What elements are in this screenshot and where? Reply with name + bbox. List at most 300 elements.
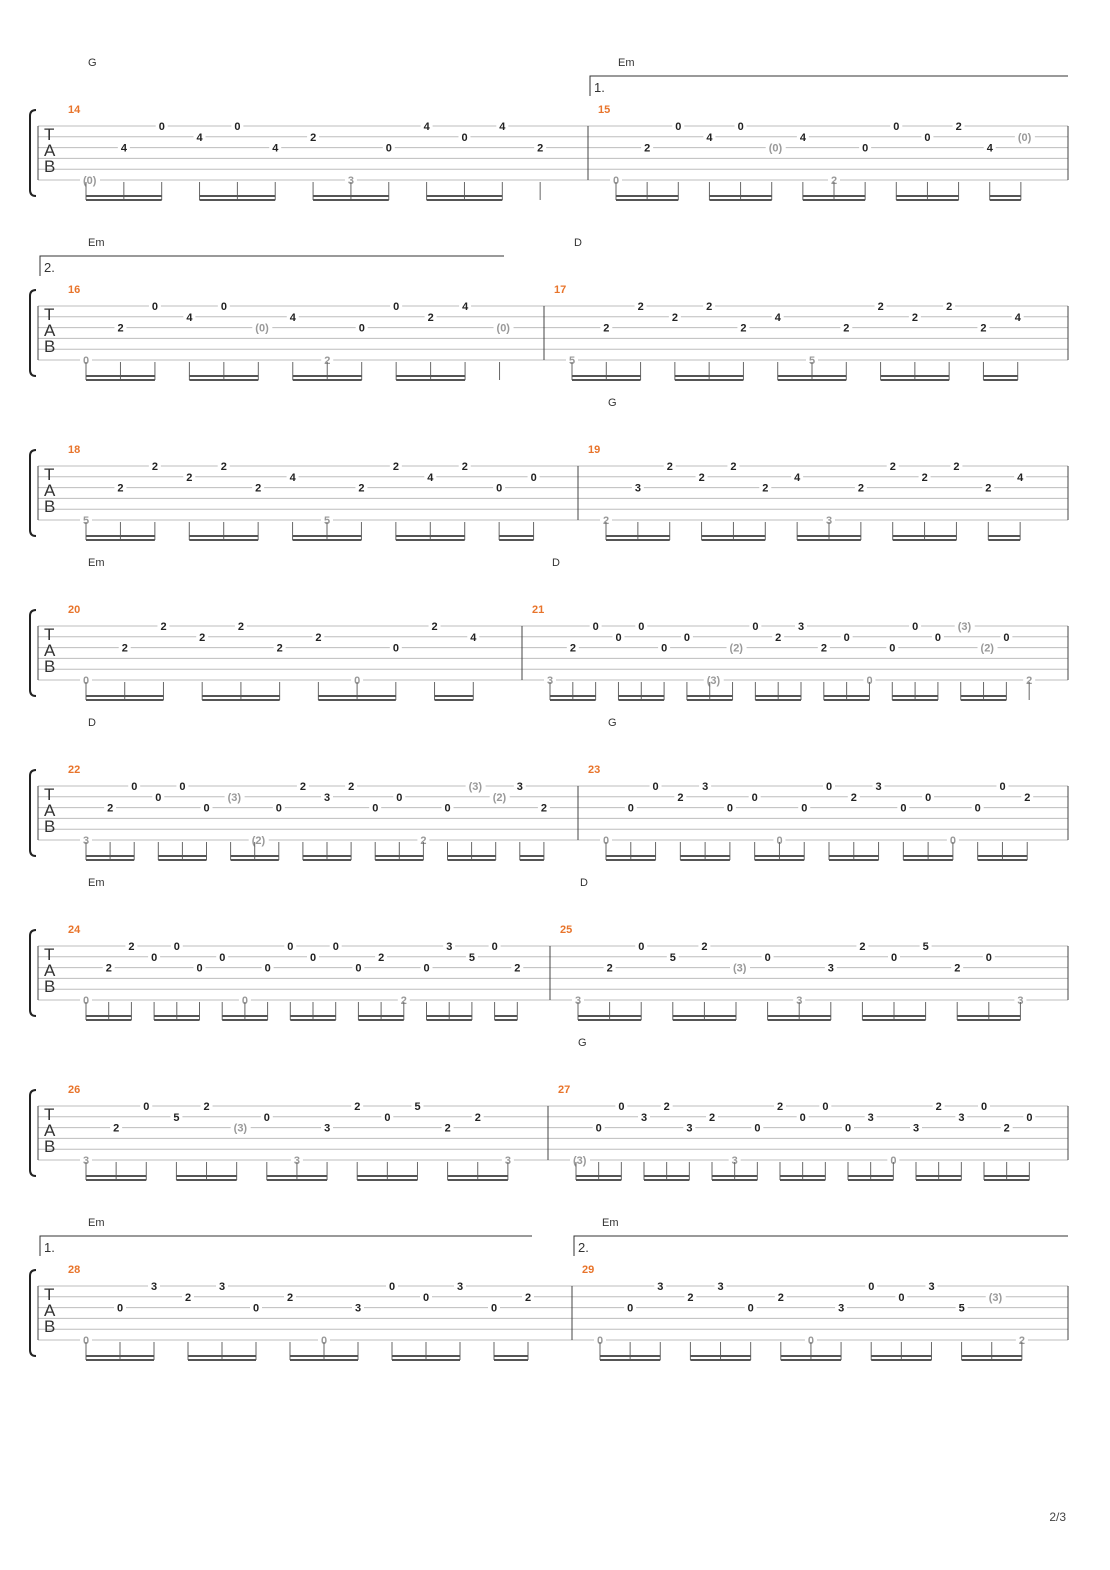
fret-number: 2	[677, 791, 684, 804]
fret-number: 2	[877, 301, 884, 313]
fret-number: 3	[928, 1281, 935, 1293]
fret-number: 2	[199, 631, 206, 644]
fret-number: 3	[1017, 995, 1024, 1007]
fret-number: 0	[613, 175, 620, 187]
measure-number: 20	[68, 604, 81, 616]
fret-number: 2	[1026, 675, 1033, 687]
fret-number: 0	[392, 642, 399, 655]
staff-bracket	[30, 450, 36, 536]
fret-number: 5	[569, 355, 576, 367]
fret-number: 0	[423, 962, 430, 975]
fret-number: 4	[120, 142, 127, 155]
fret-number: 2	[671, 311, 678, 324]
fret-number: 2	[255, 482, 262, 495]
fret-number: 2	[935, 1101, 942, 1113]
chord-name: Em	[602, 1217, 619, 1229]
fret-number: 0	[675, 121, 682, 133]
fret-number: 3	[324, 1122, 331, 1135]
fret-number: 2	[420, 835, 427, 847]
fret-number: 3	[324, 791, 331, 804]
tab-clef-letter: A	[44, 961, 56, 980]
fret-number: 2	[706, 301, 713, 313]
fret-number: 0	[396, 791, 403, 804]
fret-number: 0	[752, 621, 759, 633]
fret-number: 0	[220, 301, 227, 313]
tab-clef-letter: B	[44, 657, 56, 676]
fret-number: 2	[276, 642, 283, 655]
chord-name: G	[578, 1037, 587, 1049]
fret-number: 2	[740, 322, 747, 335]
fret-number: 2	[857, 482, 864, 495]
fret-number: 0	[253, 1302, 260, 1315]
fret-number: 3	[717, 1281, 724, 1293]
fret-number: 0	[776, 835, 783, 847]
fret-number: 4	[1014, 311, 1021, 324]
fret-number: 0	[389, 1281, 396, 1293]
fret-number: 0	[203, 802, 210, 815]
measure-number: 25	[560, 924, 573, 936]
fret-number: 2	[569, 642, 576, 655]
fret-number: 3	[731, 1155, 738, 1167]
fret-number: 2	[985, 482, 992, 495]
fret-number: 0	[891, 951, 898, 964]
fret-number: 0	[83, 1335, 90, 1347]
fret-number: 0	[83, 675, 90, 687]
fret-number: 3	[827, 962, 834, 975]
fret-number: 0	[751, 791, 758, 804]
fret-number: 2	[980, 322, 987, 335]
fret-number: (3)	[227, 791, 242, 804]
fret-number: 0	[862, 142, 869, 155]
tab-clef-letter: T	[44, 125, 55, 144]
fret-number: 4	[794, 471, 801, 484]
fret-number: 0	[241, 995, 249, 1007]
fret-number: 2	[358, 482, 365, 495]
tab-clef-letter: A	[44, 1121, 56, 1140]
fret-number: 2	[637, 301, 644, 313]
fret-number: 2	[310, 131, 317, 144]
fret-number: 0	[597, 1335, 604, 1347]
fret-number: 2	[820, 642, 827, 655]
fret-number: (3)	[733, 962, 747, 975]
fret-number: 0	[358, 322, 365, 335]
fret-number: 2	[474, 1111, 481, 1124]
staff-bracket	[30, 930, 36, 1016]
tab-clef-letter: T	[44, 625, 55, 644]
fret-number: 3	[958, 1111, 965, 1124]
measure-number: 26	[68, 1084, 81, 1096]
fret-number: 0	[491, 1302, 498, 1315]
volta-bracket	[574, 1236, 1068, 1256]
fret-number: 2	[400, 995, 407, 1007]
fret-number: 0	[974, 802, 981, 815]
chord-name: Em	[618, 57, 635, 69]
fret-number: (0)	[83, 175, 97, 187]
fret-number: 2	[444, 1122, 451, 1135]
fret-number: 0	[385, 142, 392, 155]
fret-number: 3	[867, 1111, 874, 1124]
fret-number: 2	[850, 791, 857, 804]
fret-number: 5	[324, 515, 331, 527]
fret-number: 4	[272, 142, 279, 155]
fret-number: 2	[427, 311, 434, 324]
fret-number: 2	[117, 482, 124, 495]
fret-number: 0	[799, 1111, 806, 1124]
fret-number: 3	[355, 1302, 362, 1315]
fret-number: 0	[275, 802, 282, 815]
fret-number: 3	[293, 1155, 301, 1167]
fret-number: 3	[151, 1281, 158, 1293]
chord-name: G	[608, 397, 617, 409]
tab-clef-letter: T	[44, 945, 55, 964]
fret-number: 0	[355, 962, 362, 975]
fret-number: 4	[470, 631, 477, 644]
fret-number: 0	[737, 121, 744, 133]
fret-number: 0	[638, 941, 645, 953]
fret-number: 3	[838, 1302, 845, 1315]
fret-number: 0	[423, 1291, 430, 1304]
fret-number: 0	[234, 121, 241, 133]
fret-number: 4	[462, 301, 469, 313]
tab-clef-letter: A	[44, 141, 56, 160]
chord-name: Em	[88, 1217, 105, 1229]
fret-number: 4	[499, 121, 506, 133]
fret-number: 4	[289, 311, 296, 324]
fret-number: 2	[525, 1291, 532, 1304]
fret-number: (3)	[468, 781, 483, 793]
fret-number: (3)	[988, 1291, 1003, 1304]
fret-number: 2	[762, 482, 769, 495]
fret-number: 3	[83, 1155, 90, 1167]
fret-number: 2	[287, 1291, 294, 1304]
fret-number: 0	[151, 951, 158, 964]
fret-number: 0	[491, 941, 498, 953]
fret-number: 0	[384, 1111, 391, 1124]
fret-number: 2	[105, 962, 112, 975]
fret-number: 0	[287, 941, 294, 953]
fret-number: 3	[516, 781, 523, 793]
fret-number: 5	[669, 951, 676, 964]
fret-number: 2	[603, 515, 610, 527]
fret-number: 0	[354, 675, 361, 687]
fret-number: 3	[641, 1111, 648, 1124]
volta-bracket	[40, 256, 504, 276]
fret-number: 0	[372, 802, 379, 815]
staff-bracket	[30, 1270, 36, 1356]
fret-number: 2	[666, 461, 673, 473]
fret-number: 0	[807, 1335, 815, 1347]
fret-number: 0	[615, 631, 622, 644]
tab-clef-letter: B	[44, 497, 56, 516]
fret-number: 2	[121, 642, 128, 655]
fret-number: 4	[706, 131, 713, 144]
fret-number: 2	[324, 355, 331, 367]
measure-number: 24	[68, 924, 81, 936]
fret-number: 0	[898, 1291, 905, 1304]
fret-number: 2	[354, 1101, 361, 1113]
fret-number: 0	[801, 802, 808, 815]
fret-number: 2	[186, 471, 193, 484]
fret-number: 0	[934, 631, 942, 644]
fret-number: 2	[921, 471, 928, 484]
fret-number: (3)	[573, 1155, 587, 1167]
fret-number: 0	[321, 1335, 328, 1347]
fret-number: 0	[155, 791, 162, 804]
fret-number: 2	[603, 322, 610, 335]
measure-number: 15	[598, 104, 611, 116]
fret-number: 0	[893, 121, 900, 133]
fret-number: 2	[151, 461, 158, 473]
fret-number: (2)	[492, 791, 507, 804]
staff-bracket	[30, 1090, 36, 1176]
fret-number: 2	[843, 322, 850, 335]
fret-number: 0	[912, 621, 919, 633]
volta-number: 1.	[44, 1240, 55, 1255]
fret-number: (2)	[729, 642, 743, 655]
fret-number: 0	[627, 802, 634, 815]
fret-number: 0	[747, 1302, 754, 1315]
fret-number: 3	[547, 675, 554, 687]
volta-number: 2.	[44, 260, 55, 275]
fret-number: 3	[575, 995, 582, 1007]
measure-number: 16	[68, 284, 81, 296]
fret-number: 4	[774, 311, 781, 324]
measure-number: 28	[68, 1264, 81, 1276]
fret-number: 0	[143, 1101, 150, 1113]
volta-bracket	[40, 1236, 532, 1256]
fret-number: 4	[423, 121, 430, 133]
volta-number: 2.	[578, 1240, 589, 1255]
fret-number: 0	[310, 951, 317, 964]
fret-number: 2	[954, 962, 961, 975]
fret-number: 0	[843, 631, 850, 644]
fret-number: (0)	[255, 322, 269, 335]
fret-number: 4	[799, 131, 806, 144]
fret-number: 0	[764, 951, 771, 964]
fret-number: 3	[913, 1122, 920, 1135]
fret-number: 3	[702, 781, 709, 793]
chord-name: D	[552, 557, 560, 569]
fret-number: 2	[514, 962, 521, 975]
fret-number: 2	[730, 461, 737, 473]
fret-number: 3	[504, 1155, 511, 1167]
fret-number: 0	[592, 621, 599, 633]
fret-number: 3	[634, 482, 641, 495]
fret-number: 0	[173, 941, 180, 953]
fret-number: 2	[378, 951, 385, 964]
fret-number: 3	[347, 175, 355, 187]
tab-clef-letter: A	[44, 641, 56, 660]
fret-number: 3	[83, 835, 90, 847]
fret-number: 0	[393, 301, 400, 313]
fret-number: 2	[392, 461, 399, 473]
measure-number: 18	[68, 444, 81, 456]
fret-number: 2	[709, 1111, 716, 1124]
fret-number: (3)	[706, 675, 721, 687]
fret-number: 2	[113, 1122, 120, 1135]
tab-clef-letter: B	[44, 977, 56, 996]
chord-name: Em	[88, 877, 105, 889]
fret-number: 2	[348, 781, 355, 793]
fret-number: 0	[661, 642, 668, 655]
fret-number: 0	[868, 1281, 875, 1293]
fret-number: 0	[1003, 631, 1010, 644]
fret-number: 2	[644, 142, 651, 155]
fret-number: 4	[1017, 471, 1024, 484]
fret-number: 2	[775, 631, 782, 644]
tab-clef-letter: A	[44, 801, 56, 820]
tab-clef-letter: B	[44, 1317, 56, 1336]
fret-number: 2	[203, 1101, 210, 1113]
fret-number: 2	[955, 121, 962, 133]
fret-number: 0	[158, 121, 165, 133]
fret-number: 0	[117, 1302, 124, 1315]
fret-number: 5	[414, 1101, 421, 1113]
fret-number: 0	[949, 835, 957, 847]
fret-number: 0	[900, 802, 907, 815]
fret-number: 5	[468, 951, 476, 964]
fret-number: 5	[809, 355, 816, 367]
fret-number: 2	[461, 461, 468, 473]
fret-number: 2	[1024, 791, 1031, 804]
fret-number: 2	[946, 301, 953, 313]
fret-number: 4	[289, 471, 296, 484]
fret-number: (0)	[496, 322, 510, 335]
fret-number: 0	[179, 781, 186, 793]
fret-number: 0	[83, 995, 90, 1007]
fret-number: 0	[826, 781, 833, 793]
fret-number: 0	[683, 631, 691, 644]
fret-number: 0	[263, 1111, 270, 1124]
fret-number: 0	[461, 131, 468, 144]
measure-number: 27	[558, 1084, 571, 1096]
fret-number: 3	[826, 515, 833, 527]
fret-number: 0	[264, 962, 271, 975]
fret-number: 0	[618, 1101, 625, 1113]
staff-bracket	[30, 290, 36, 376]
fret-number: 2	[889, 461, 896, 473]
fret-number: 2	[777, 1291, 784, 1304]
fret-number: 2	[220, 461, 227, 473]
staff-bracket	[30, 110, 36, 196]
fret-number: 2	[911, 311, 918, 324]
chord-name: G	[88, 57, 97, 69]
fret-number: 0	[726, 802, 734, 815]
fret-number: 2	[859, 941, 866, 953]
fret-number: 2	[537, 142, 544, 155]
fret-number: 0	[890, 1155, 897, 1167]
fret-number: 3	[657, 1281, 664, 1293]
fret-number: 2	[315, 631, 322, 644]
fret-number: 0	[925, 791, 932, 804]
tab-clef-letter: T	[44, 1105, 55, 1124]
fret-number: 0	[638, 621, 645, 633]
fret-number: 2	[698, 471, 705, 484]
fret-number: 0	[866, 675, 873, 687]
fret-number: (2)	[980, 642, 994, 655]
fret-number: 2	[687, 1291, 694, 1304]
tab-clef-letter: A	[44, 1301, 56, 1320]
fret-number: 0	[530, 471, 537, 484]
tab-clef-letter: B	[44, 817, 56, 836]
fret-number: 2	[107, 802, 114, 815]
chord-name: Em	[88, 237, 105, 249]
fret-number: 3	[875, 781, 882, 793]
fret-number: 0	[151, 301, 159, 313]
fret-number: 0	[889, 642, 896, 655]
measure-number: 21	[532, 604, 545, 616]
fret-number: 2	[701, 941, 708, 953]
volta-bracket	[590, 76, 1068, 96]
fret-number: 0	[627, 1302, 634, 1315]
fret-number: 2	[777, 1101, 784, 1113]
tab-clef-letter: T	[44, 465, 55, 484]
fret-number: 2	[117, 322, 124, 335]
fret-number: 3	[219, 1281, 226, 1293]
fret-number: 2	[1018, 1335, 1025, 1347]
fret-number: 0	[444, 802, 451, 815]
fret-number: 2	[160, 621, 167, 633]
chord-name: Em	[88, 557, 105, 569]
tab-clef-letter: B	[44, 337, 56, 356]
measure-number: 14	[68, 104, 81, 116]
fret-number: 2	[1003, 1122, 1010, 1135]
fret-number: 4	[427, 471, 434, 484]
fret-number: (3)	[957, 621, 972, 633]
measure-number: 19	[588, 444, 601, 456]
fret-number: 2	[606, 962, 613, 975]
fret-number: 2	[953, 461, 960, 473]
fret-number: 3	[446, 941, 453, 953]
measure-number: 29	[582, 1264, 595, 1276]
fret-number: 5	[958, 1302, 965, 1315]
measure-number: 22	[68, 764, 81, 776]
fret-number: 5	[83, 515, 90, 527]
fret-number: (2)	[251, 835, 266, 847]
measure-number: 23	[588, 764, 601, 776]
staff-bracket	[30, 770, 36, 856]
page-number: 2/3	[1049, 1510, 1066, 1524]
chord-name: D	[580, 877, 588, 889]
fret-number: 2	[831, 175, 838, 187]
fret-number: 0	[603, 835, 610, 847]
fret-number: 0	[131, 781, 138, 793]
measure-number: 17	[554, 284, 567, 296]
fret-number: 0	[999, 781, 1006, 793]
fret-number: (3)	[233, 1122, 248, 1135]
fret-number: 0	[845, 1122, 852, 1135]
volta-number: 1.	[594, 80, 605, 95]
fret-number: 0	[985, 951, 992, 964]
fret-number: 4	[186, 311, 193, 324]
fret-number: 2	[185, 1291, 192, 1304]
fret-number: 0	[83, 355, 90, 367]
tab-clef-letter: T	[44, 785, 55, 804]
chord-name: D	[574, 237, 582, 249]
fret-number: 2	[237, 621, 245, 633]
fret-number: 3	[796, 995, 803, 1007]
chord-name: G	[608, 717, 617, 729]
tab-clef-letter: B	[44, 157, 56, 176]
fret-number: 4	[986, 142, 993, 155]
tab-clef-letter: T	[44, 1285, 55, 1304]
fret-number: 0	[332, 941, 339, 953]
fret-number: 2	[431, 621, 438, 633]
tab-clef-letter: A	[44, 321, 56, 340]
fret-number: 0	[754, 1122, 761, 1135]
fret-number: 0	[1026, 1111, 1033, 1124]
tab-clef-letter: A	[44, 481, 56, 500]
